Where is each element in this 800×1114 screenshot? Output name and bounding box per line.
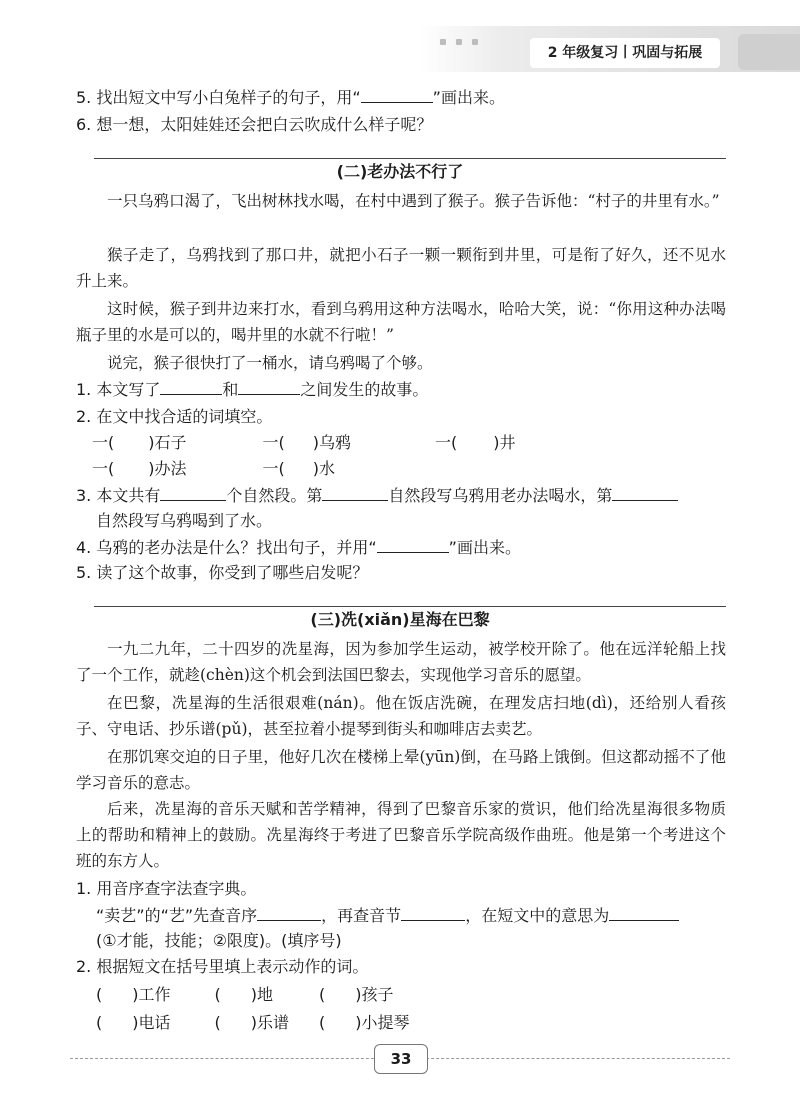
answer-blank[interactable] — [160, 482, 226, 501]
s1-question-6: 6. 想一想，太阳娃娃还会把白云吹成什么样子呢？ — [76, 115, 433, 134]
answer-blank[interactable] — [612, 482, 678, 501]
s3-action-row: ( )工作 ( )地 ( )孩子 — [96, 985, 394, 1004]
section2-title: (二)老办法不行了 — [336, 162, 464, 181]
s2-paragraph: 一只乌鸦口渴了，飞出树林找水喝，在村中遇到了猴子。猴子告诉他：“村子的井里有水。” — [107, 192, 720, 210]
s2-fill-row: 一( )办法 一( )水 — [92, 459, 335, 478]
section3-title: (三)冼(xiǎn)星海在巴黎 — [310, 610, 490, 629]
answer-blank[interactable] — [609, 902, 679, 921]
s2-question-3-cont: 自然段写乌鸦喝到了水。 — [96, 511, 273, 530]
s3-paragraph: 在那饥寒交迫的日子里，他好几次在楼梯上晕(yūn)倒，在马路上饿倒。但这都动摇不了他学习音乐的意志。 — [76, 748, 726, 792]
answer-blank[interactable] — [160, 376, 222, 395]
s2-question-3: 3. 本文共有 个自然段。第 自然段写乌鸦用老办法喝水，第 — [76, 482, 678, 509]
answer-blank[interactable] — [361, 84, 433, 103]
s3-paragraph: 一九二九年，二十四岁的冼星海，因为参加学生运动，被学校开除了。他在远洋轮船上找了一个工作，就趁(chèn)这个机会到法国巴黎去，实现他学习音乐的愿望。 — [76, 640, 726, 684]
section-divider — [94, 158, 726, 159]
s2-question-5: 5. 读了这个故事，你受到了哪些启发呢？ — [76, 563, 369, 582]
s3-question-1: 1. 用音序查字法查字典。 — [76, 879, 257, 898]
s3-paragraph: 后来，冼星海的音乐天赋和苦学精神，得到了巴黎音乐家的赏识，他们给冼星海很多物质上的帮助和精神上的鼓励。冼星海终于考进了巴黎音乐学院高级作曲班。他是第一个考进这个班的东方人。 — [76, 800, 726, 870]
s3-action-row: ( )电话 ( )乐谱 ( )小提琴 — [96, 1013, 410, 1032]
s2-question-4: 4. 乌鸦的老办法是什么？找出句子，并用“ ”画出来。 — [76, 534, 521, 561]
s3-paragraph: 在巴黎，冼星海的生活很艰难(nán)。他在饭店洗碗，在理发店扫地(dì)，还给别人看孩子、守电话、抄乐谱(pǔ)，甚至拉着小提琴到街头和咖啡店去卖艺。 — [76, 694, 726, 738]
answer-blank[interactable] — [238, 376, 300, 395]
s3-question-1-options: (①才能，技能；②限度)。(填序号) — [96, 931, 342, 950]
answer-blank[interactable] — [377, 534, 449, 553]
s3-question-2: 2. 根据短文在括号里填上表示动作的词。 — [76, 957, 369, 976]
answer-blank[interactable] — [257, 902, 321, 921]
header-decoration — [440, 30, 488, 49]
s3-question-1-line: “卖艺”的“艺”先查音序 ，再查音节 ，在短文中的意思为 — [96, 902, 679, 929]
s2-paragraph: 说完，猴子很快打了一桶水，请乌鸦喝了个够。 — [107, 354, 433, 372]
header-label: 2 年级复习丨巩固与拓展 — [530, 38, 720, 68]
s2-question-1: 1. 本文写了 和 之间发生的故事。 — [76, 376, 428, 403]
s2-paragraph: 猴子走了，乌鸦找到了那口井，就把小石子一颗一颗衔到井里，可是衔了好久，还不见水升上来。 — [76, 246, 726, 290]
header-tab — [738, 34, 800, 70]
page-number: 33 — [374, 1044, 428, 1074]
s1-question-5: 5. 找出短文中写小白兔样子的句子，用“ ”画出来。 — [76, 84, 505, 111]
answer-blank[interactable] — [322, 482, 388, 501]
s2-fill-row: 一( )石子 一( )乌鸦 一( )井 — [92, 433, 516, 452]
s2-question-2: 2. 在文中找合适的词填空。 — [76, 407, 273, 426]
answer-blank[interactable] — [401, 902, 465, 921]
s2-paragraph: 这时候，猴子到井边来打水，看到乌鸦用这种方法喝水，哈哈大笑，说：“你用这种办法喝瓶子里的水是可以的，喝井里的水就不行啦！” — [76, 300, 726, 344]
section-divider — [94, 606, 726, 607]
